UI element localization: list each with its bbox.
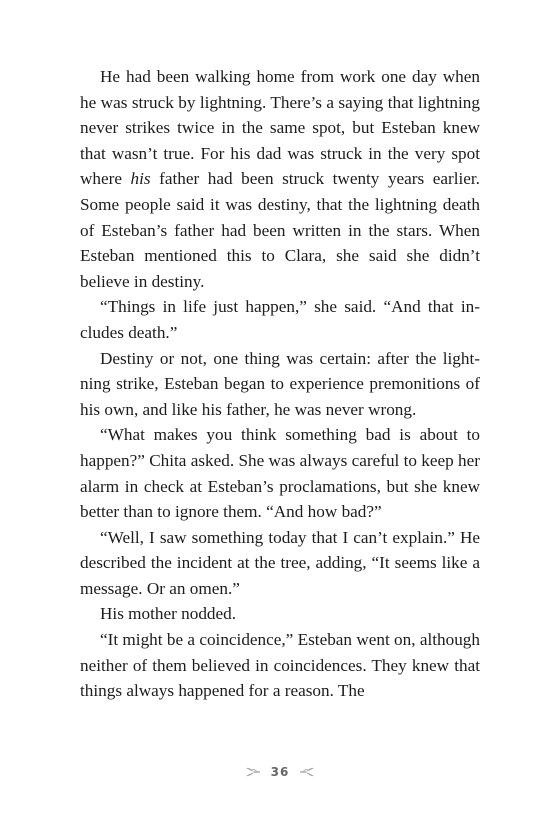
page-number: 36	[270, 765, 290, 779]
paragraph	[80, 627, 480, 704]
paragraph	[80, 422, 480, 524]
paragraph-text: He had been walking home from work one day when he was struck by lightning. There’s a saying that lightning never strikes twice in the same spot, but Esteban knew that wasn’t true. For his dad was struck in the very spot where	[80, 67, 480, 189]
italic-text: his	[130, 169, 151, 189]
paragraph	[80, 525, 480, 602]
paragraph	[80, 294, 480, 345]
paragraph	[80, 346, 480, 423]
body-text	[80, 64, 480, 704]
paragraph	[80, 64, 480, 294]
paragraph-text: “Well, I saw something today that I can’t explain.” He described the incident at the tree, adding, “It seems like a message. Or an omen.”	[80, 527, 480, 598]
paragraph-text: His mother nodded.	[100, 604, 237, 624]
paragraph-text: Destiny or not, one thing was certain: after the lightning strike, Esteban began to experience premonitions of his own, and like his father, he was never wrong.	[80, 348, 480, 419]
wing-ornament-left-icon	[245, 766, 261, 778]
paragraph-text: “Things in life just happen,” she said. “And that includes death.”	[80, 297, 480, 342]
wing-ornament-right-icon	[299, 766, 315, 778]
page-footer	[0, 762, 560, 782]
paragraph	[80, 601, 480, 627]
paragraph-text: “It might be a coincidence,” Esteban went on, although neither of them believed in coincidences. They knew that things always happened for a reason. The	[80, 630, 480, 701]
paragraph-text: “What makes you think something bad is about to happen?” Chita asked. She was always careful to keep her alarm in check at Esteban’s proclamations, but she knew better than to ignore them. “And how bad?”	[80, 425, 480, 522]
paragraph-text: father had been struck twenty years earlier. Some people said it was destiny, that the lightning death of Esteban’s father had been written in the stars. When Esteban mentioned this to Clara, she said she didn’t believe in destiny.	[80, 169, 480, 291]
